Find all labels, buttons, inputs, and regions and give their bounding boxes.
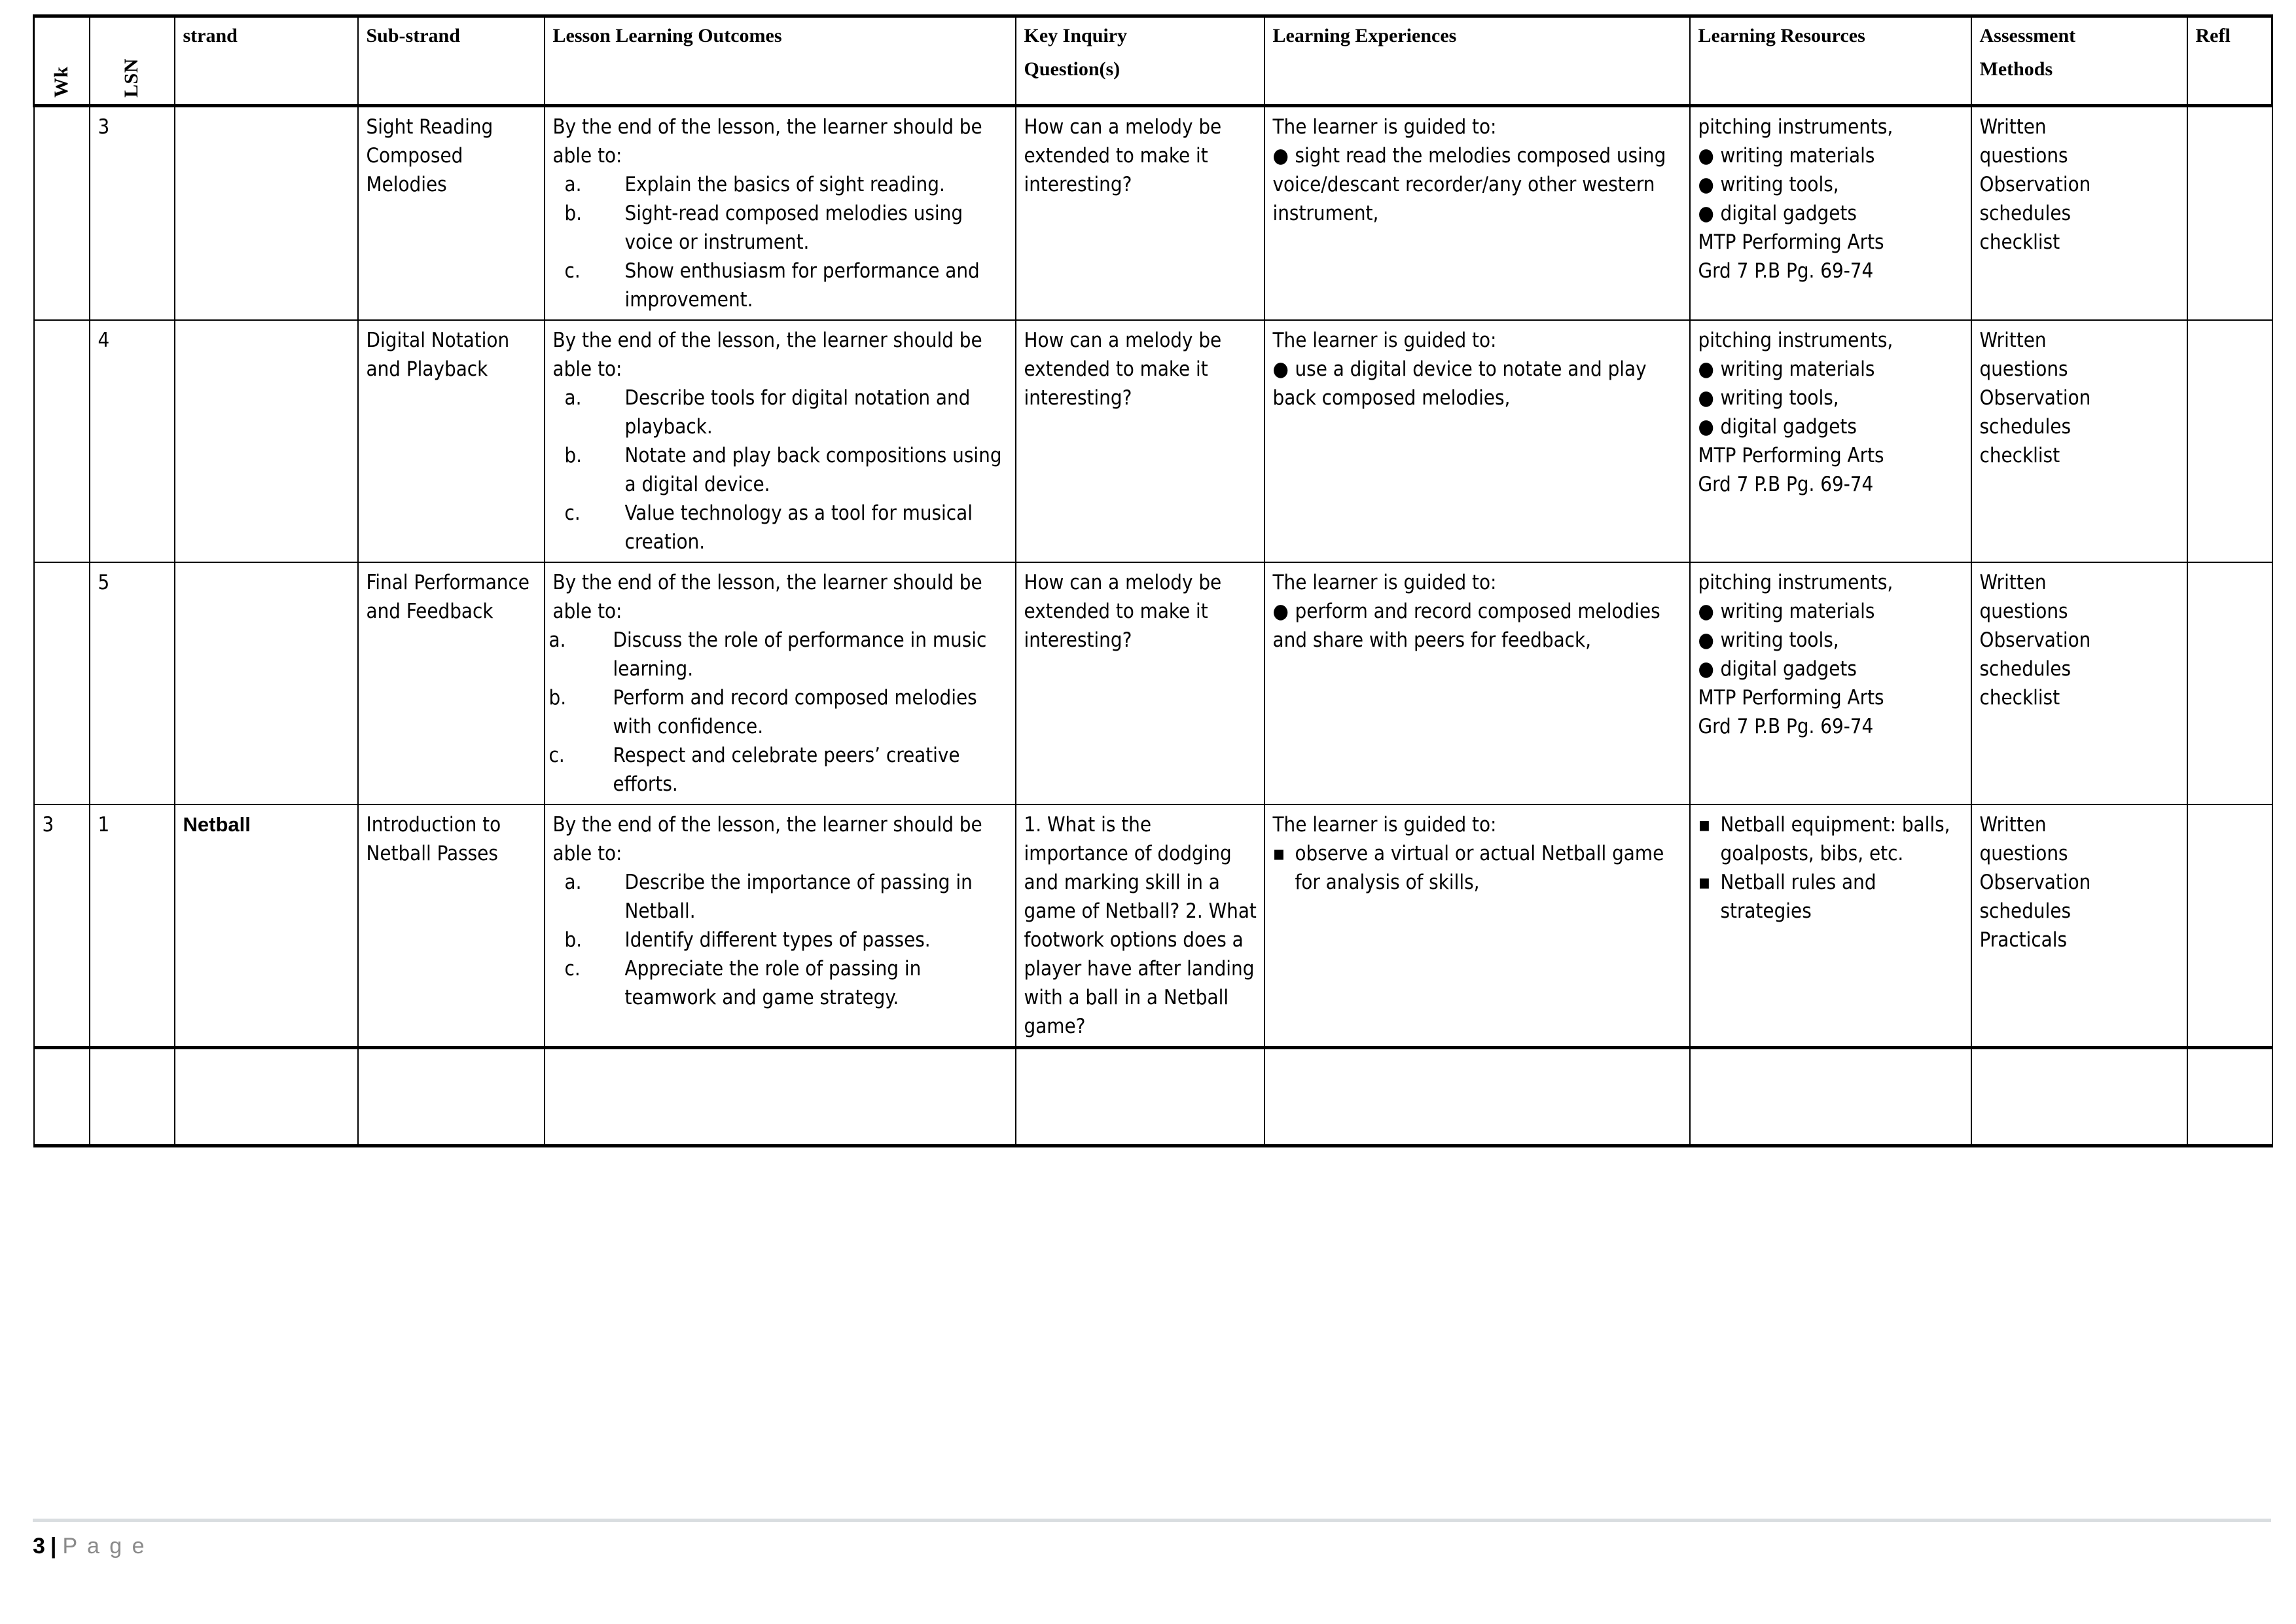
resources-reference-line: Grd 7 P.B Pg. 69-74 (1698, 715, 1874, 739)
assessment-line: schedules (1979, 899, 2072, 924)
llo-item-text: Identify different types of passes. (624, 928, 931, 952)
assessment-line: Practicals (1979, 928, 2068, 952)
llo-list-item (553, 441, 1009, 499)
llo-list-item (553, 257, 1009, 314)
cell-learning-resources (1690, 804, 1971, 1048)
assessment-line: checklist (1979, 230, 2060, 255)
lex-lead-text: The learner is guided to: (1272, 329, 1497, 353)
cell-strand (175, 1048, 358, 1146)
resources-lead-text: pitching instruments, (1698, 571, 1893, 595)
llo-item-marker: b. (564, 928, 583, 952)
header-lesson-learning-outcomes (545, 16, 1016, 106)
cell-reflection (2187, 106, 2272, 321)
llo-item-marker: b. (548, 686, 567, 710)
llo-list (553, 170, 1009, 314)
assessment-line: questions (1979, 600, 2068, 624)
cell-week (34, 1048, 90, 1146)
llo-lead-text: By the end of the lesson, the learner should be able to: (552, 813, 982, 866)
header-refl-label: Refl (2195, 25, 2231, 46)
header-assessment-methods (1971, 16, 2187, 106)
cell-key-inquiry-questions (1016, 1048, 1265, 1146)
llo-item-text: Appreciate the role of passing in teamwork and game strategy. (624, 957, 922, 1010)
bullet-icon: ▪ (1272, 842, 1285, 866)
header-sub-strand-label: Sub-strand (366, 25, 460, 46)
lex-tail-text: voice/descant recorder/any other western instrument, (1272, 173, 1655, 226)
cell-key-inquiry-questions: How can a melody be extended to make it interesting? (1016, 106, 1265, 321)
bullet-icon: ● (1698, 600, 1714, 624)
table-header-row (34, 16, 2272, 106)
cell-sub-strand (358, 1048, 545, 1146)
llo-item-text: Show enthusiasm for performance and improvement. (624, 259, 980, 312)
cell-key-inquiry-questions: How can a melody be extended to make it interesting? (1016, 320, 1265, 562)
header-strand (175, 16, 358, 106)
scheme-of-work-table (33, 14, 2273, 1147)
resources-list-item (1698, 868, 1964, 926)
cell-lesson-learning-outcomes (545, 106, 1016, 321)
assessment-line: Observation (1979, 386, 2091, 410)
llo-item-marker: a. (564, 173, 582, 197)
assessment-line: Observation (1979, 173, 2091, 197)
llo-list-item (553, 926, 1009, 954)
cell-assessment-methods (1971, 804, 2187, 1048)
assessment-line: schedules (1979, 657, 2072, 681)
cell-sub-strand: Digital Notation and Playback (358, 320, 545, 562)
cell-learning-experiences (1265, 804, 1690, 1048)
cell-lesson-number (90, 1048, 175, 1146)
llo-item-text: Respect and celebrate peers’ creative efforts. (613, 744, 960, 797)
lex-list (1273, 355, 1683, 384)
resources-item-text: digital gadgets (1720, 202, 1857, 226)
resources-list-item (1698, 655, 1964, 683)
cell-learning-experiences (1265, 320, 1690, 562)
header-wk-label: Wk (50, 66, 72, 98)
cell-lesson-learning-outcomes (545, 562, 1016, 804)
resources-list (1698, 597, 1964, 683)
resources-list (1698, 355, 1964, 441)
table-row (34, 106, 2272, 321)
resources-lead-text: pitching instruments, (1698, 115, 1893, 139)
llo-item-marker: c. (564, 501, 581, 526)
cell-lesson-learning-outcomes (545, 804, 1016, 1048)
page-footer (33, 1519, 2271, 1559)
header-lex-label: Learning Experiences (1272, 25, 1457, 46)
assessment-line: questions (1979, 144, 2068, 168)
assessment-line: Written (1979, 571, 2047, 595)
cell-reflection (2187, 320, 2272, 562)
llo-list (553, 384, 1009, 556)
llo-list-item (553, 868, 1009, 926)
assessment-line: questions (1979, 842, 2068, 866)
table-row (34, 562, 2272, 804)
llo-list-item (553, 954, 1009, 1012)
resources-item-text: writing tools, (1720, 386, 1839, 410)
cell-key-inquiry-questions: 1. What is the importance of dodging and marking skill in a game of Netball? 2. What footwork options does a player have after landing with a ball in a Netball game? (1016, 804, 1265, 1048)
cell-week (34, 106, 90, 321)
lex-tail-text: back composed melodies, (1272, 386, 1511, 410)
cell-week (34, 320, 90, 562)
llo-list-item (553, 384, 1009, 441)
lex-item-text: sight read the melodies composed using (1295, 144, 1666, 168)
llo-item-text: Describe tools for digital notation and playback. (624, 386, 971, 439)
header-lres-label: Learning Resources (1698, 25, 1865, 46)
header-sub-strand (358, 16, 545, 106)
lex-item-text: perform and record composed melodies (1295, 600, 1660, 624)
lex-tail-text: and share with peers for feedback, (1272, 628, 1592, 653)
header-wk (34, 16, 90, 106)
cell-strand: Netball (175, 804, 358, 1048)
llo-list-item (553, 170, 1009, 199)
cell-reflection (2187, 804, 2272, 1048)
assessment-line: checklist (1979, 686, 2060, 710)
cell-lesson-learning-outcomes (545, 1048, 1016, 1146)
header-kiq-line1: Key Inquiry (1024, 25, 1128, 46)
header-refl (2187, 16, 2272, 106)
resources-list-item (1698, 141, 1964, 170)
assessment-line: Written (1979, 329, 2047, 353)
bullet-icon: ● (1698, 144, 1714, 168)
resources-item-text: digital gadgets (1720, 657, 1857, 681)
assessment-line: schedules (1979, 415, 2072, 439)
llo-item-marker: a. (548, 628, 566, 653)
resources-list (1698, 141, 1964, 228)
resources-lead-text: pitching instruments, (1698, 329, 1893, 353)
llo-item-text: Notate and play back compositions using a digital device. (624, 444, 1002, 497)
header-assessment-line1: Assessment (1979, 25, 2076, 46)
cell-assessment-methods (1971, 320, 2187, 562)
cell-learning-experiences (1265, 562, 1690, 804)
cell-assessment-methods (1971, 1048, 2187, 1146)
cell-key-inquiry-questions: How can a melody be extended to make it interesting? (1016, 562, 1265, 804)
lex-item-text: observe a virtual or actual Netball game for analysis of skills, (1295, 842, 1664, 895)
cell-sub-strand: Final Performance and Feedback (358, 562, 545, 804)
lex-item-text: use a digital device to notate and play (1295, 357, 1647, 382)
cell-strand (175, 106, 358, 321)
cell-assessment-methods (1971, 562, 2187, 804)
llo-list-item (548, 683, 1009, 741)
cell-sub-strand: Introduction to Netball Passes (358, 804, 545, 1048)
cell-reflection (2187, 1048, 2272, 1146)
resources-list-item (1698, 412, 1964, 441)
resources-list-item (1698, 626, 1964, 655)
resources-item-text: Netball rules and strategies (1720, 871, 1876, 924)
cell-strand (175, 320, 358, 562)
cell-week: 3 (34, 804, 90, 1048)
assessment-line: Observation (1979, 628, 2091, 653)
footer-text (33, 1534, 2271, 1559)
bullet-icon: ● (1698, 628, 1714, 653)
llo-item-text: Sight-read composed melodies using voice or instrument. (624, 202, 963, 255)
resources-reference-line: MTP Performing Arts (1698, 686, 1884, 710)
llo-item-marker: c. (564, 259, 581, 283)
llo-item-text: Describe the importance of passing in Netball. (624, 871, 973, 924)
resources-item-text: writing tools, (1720, 628, 1839, 653)
resources-list-item (1698, 199, 1964, 228)
cell-learning-experiences (1265, 106, 1690, 321)
header-strand-label: strand (183, 25, 238, 46)
lex-lead-text: The learner is guided to: (1272, 813, 1497, 837)
resources-item-text: digital gadgets (1720, 415, 1857, 439)
header-learning-experiences (1265, 16, 1690, 106)
llo-list-item (548, 741, 1009, 799)
llo-item-marker: b. (564, 444, 583, 468)
resources-list-item (1698, 384, 1964, 412)
resources-reference-line: Grd 7 P.B Pg. 69-74 (1698, 473, 1874, 497)
bullet-icon: ● (1698, 415, 1714, 439)
llo-item-text: Value technology as a tool for musical creation. (624, 501, 973, 554)
assessment-line: questions (1979, 357, 2068, 382)
lex-list (1273, 839, 1683, 897)
bullet-icon: ● (1272, 357, 1289, 382)
assessment-line: checklist (1979, 444, 2060, 468)
bullet-icon: ▪ (1698, 813, 1711, 837)
cell-strand (175, 562, 358, 804)
footer-divider (33, 1519, 2271, 1522)
resources-item-text: writing tools, (1720, 173, 1839, 197)
llo-item-text: Explain the basics of sight reading. (624, 173, 945, 197)
llo-item-marker: b. (564, 202, 583, 226)
cell-learning-resources (1690, 562, 1971, 804)
header-llo-label: Lesson Learning Outcomes (552, 25, 782, 46)
table-row (34, 320, 2272, 562)
llo-item-marker: c. (564, 957, 581, 981)
lex-list (1273, 141, 1683, 170)
bullet-icon: ● (1698, 657, 1714, 681)
header-key-inquiry-questions (1016, 16, 1265, 106)
assessment-line: Written (1979, 813, 2047, 837)
header-kiq-line2: Question(s) (1024, 58, 1121, 80)
llo-item-marker: c. (548, 744, 565, 768)
lex-list-item (1273, 597, 1683, 626)
cell-learning-experiences (1265, 1048, 1690, 1146)
cell-week (34, 562, 90, 804)
assessment-line: schedules (1979, 202, 2072, 226)
resources-list-item (1698, 810, 1964, 868)
llo-list-item (553, 199, 1009, 257)
cell-lesson-number: 3 (90, 106, 175, 321)
cell-learning-resources (1690, 106, 1971, 321)
resources-list (1698, 810, 1964, 926)
llo-list-item (548, 626, 1009, 683)
resources-item-text: writing materials (1720, 600, 1875, 624)
cell-lesson-number: 4 (90, 320, 175, 562)
llo-item-marker: a. (564, 386, 582, 410)
llo-lead-text: By the end of the lesson, the learner should be able to: (552, 571, 982, 624)
footer-page-label: P a g e (62, 1534, 147, 1559)
llo-lead-text: By the end of the lesson, the learner should be able to: (552, 115, 982, 168)
assessment-line: Observation (1979, 871, 2091, 895)
resources-reference-line: Grd 7 P.B Pg. 69-74 (1698, 259, 1874, 283)
table-row (34, 804, 2272, 1048)
lex-list-item (1273, 355, 1683, 384)
table-row (34, 1048, 2272, 1146)
resources-list-item (1698, 597, 1964, 626)
bullet-icon: ● (1698, 357, 1714, 382)
cell-sub-strand: Sight Reading Composed Melodies (358, 106, 545, 321)
cell-lesson-number: 1 (90, 804, 175, 1048)
header-assessment-line2: Methods (1979, 58, 2053, 80)
footer-page-number: 3 (33, 1534, 45, 1559)
cell-learning-resources (1690, 1048, 1971, 1146)
bullet-icon: ▪ (1698, 871, 1711, 895)
resources-reference-line: MTP Performing Arts (1698, 230, 1884, 255)
bullet-icon: ● (1698, 386, 1714, 410)
cell-lesson-number: 5 (90, 562, 175, 804)
assessment-line: Written (1979, 115, 2047, 139)
lex-list-item (1273, 839, 1683, 897)
resources-list-item (1698, 170, 1964, 199)
llo-list (553, 868, 1009, 1012)
header-lsn-label: LSN (120, 58, 143, 98)
llo-lead-text: By the end of the lesson, the learner should be able to: (552, 329, 982, 382)
cell-learning-resources (1690, 320, 1971, 562)
resources-item-text: writing materials (1720, 357, 1875, 382)
bullet-icon: ● (1698, 202, 1714, 226)
lex-list-item (1273, 141, 1683, 170)
llo-list (548, 626, 1009, 799)
resources-reference-line: MTP Performing Arts (1698, 444, 1884, 468)
header-learning-resources (1690, 16, 1971, 106)
cell-lesson-learning-outcomes (545, 320, 1016, 562)
header-lsn (90, 16, 175, 106)
lex-lead-text: The learner is guided to: (1272, 571, 1497, 595)
cell-reflection (2187, 562, 2272, 804)
bullet-icon: ● (1272, 144, 1289, 168)
resources-item-text: writing materials (1720, 144, 1875, 168)
llo-item-text: Discuss the role of performance in music learning. (613, 628, 987, 681)
cell-assessment-methods (1971, 106, 2187, 321)
llo-item-marker: a. (564, 871, 582, 895)
lex-lead-text: The learner is guided to: (1272, 115, 1497, 139)
llo-item-text: Perform and record composed melodies with confidence. (613, 686, 977, 739)
footer-separator: | (50, 1534, 59, 1559)
table-body (34, 106, 2272, 1146)
lex-list (1273, 597, 1683, 626)
bullet-icon: ● (1698, 173, 1714, 197)
resources-list-item (1698, 355, 1964, 384)
resources-item-text: Netball equipment: balls, goalposts, bibs, etc. (1720, 813, 1950, 866)
bullet-icon: ● (1272, 600, 1289, 624)
llo-list-item (553, 499, 1009, 556)
